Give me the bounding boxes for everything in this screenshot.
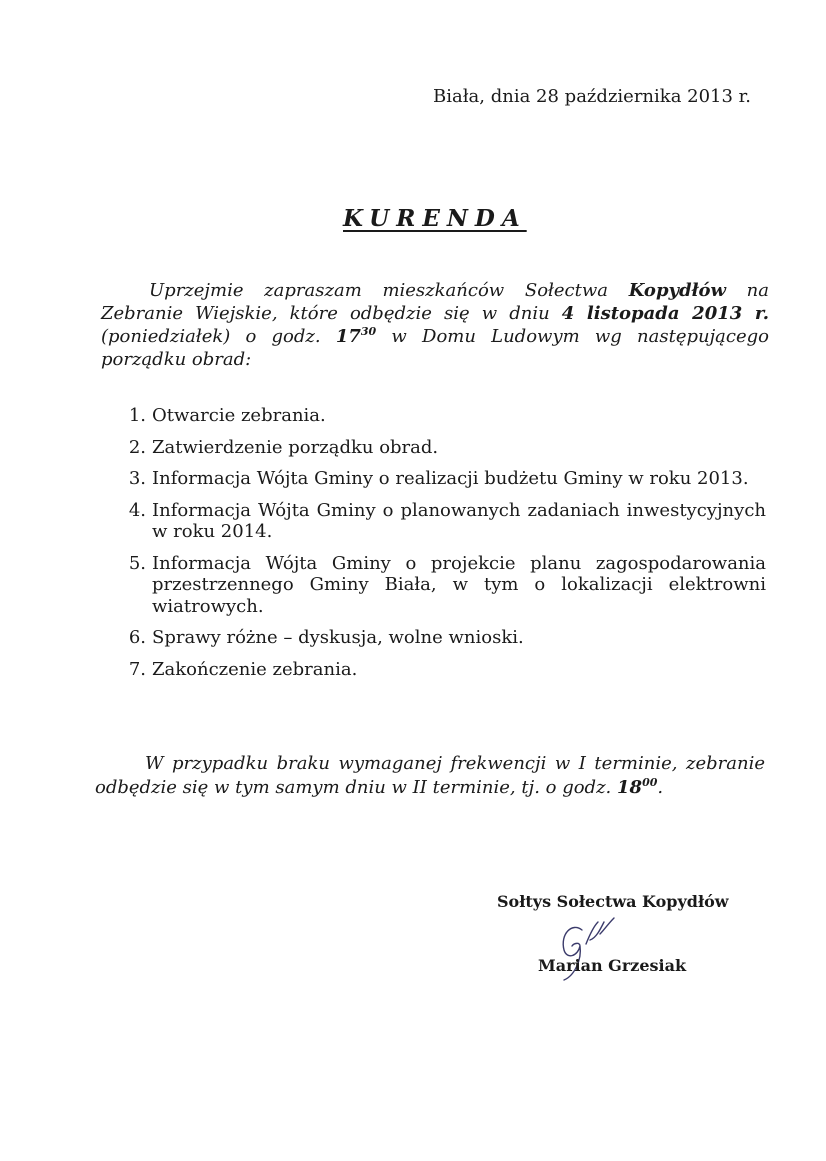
intro-text-2: na Zebranie Wiejskie, które odbędzie się w dniu [101,280,770,324]
intro-text-3: (poniedziałek) o godz. [101,326,336,347]
second-term-hour [617,777,657,798]
meeting-minutes: 30 [360,325,377,338]
agenda-text: Zatwierdzenie porządku obrad. [152,436,439,458]
agenda-item [116,437,766,459]
agenda-number: 3. [128,468,146,489]
agenda-text: Informacja Wójta Gminy o projekcie planu zagospodarowania przestrzennego Gminy Biała, w tym o lokalizacji elektrowni wiatrowych. [152,552,766,617]
agenda-number: 6. [128,627,146,648]
agenda-number: 1. [128,405,146,426]
agenda-list [116,405,766,690]
second-term-hour-value: 18 [617,777,643,798]
meeting-hour-value: 17 [335,326,361,347]
signatory-name: Marian Grzesiak [538,956,687,975]
agenda-item [116,405,766,427]
agenda-item [116,500,766,543]
agenda-item [116,468,766,490]
agenda-number: 2. [128,436,146,458]
agenda-text: Informacja Wójta Gminy o planowanych zadaniach inwestycyjnych w roku 2014. [152,499,766,542]
agenda-number: 4. [128,499,146,521]
village-name: Kopydłów [628,280,726,301]
invitation-paragraph [101,279,769,371]
intro-text-1: Uprzejmie zapraszam mieszkańców Sołectwa [149,280,629,301]
agenda-text: Zakończenie zebrania. [152,658,358,680]
agenda-text: Sprawy różne – dyskusja, wolne wnioski. [152,627,524,648]
note-end: . [657,777,664,798]
signatory-title: Sołtys Sołectwa Kopydłów [497,892,729,911]
agenda-item [116,659,766,681]
document-title: KURENDA [343,205,527,232]
quorum-note [95,752,765,800]
agenda-text: Otwarcie zebrania. [152,405,326,426]
date-line: Biała, dnia 28 października 2013 r. [433,86,752,107]
note-text: W przypadku braku wymaganej frekwencji w I terminie, zebranie odbędzie się w tym samym dniu w II terminie, tj. o godz. [95,753,765,798]
agenda-item [116,553,766,618]
meeting-date: 4 listopada 2013 r. [561,303,769,324]
agenda-number: 5. [128,552,146,574]
meeting-hour [336,326,376,347]
intro-text-4: w Domu Ludowym wg następującego porządku obrad: [101,326,769,370]
second-term-minutes: 00 [642,776,658,789]
agenda-item [116,627,766,649]
agenda-number: 7. [128,658,146,680]
agenda-text: Informacja Wójta Gminy o realizacji budżetu Gminy w roku 2013. [152,468,749,489]
